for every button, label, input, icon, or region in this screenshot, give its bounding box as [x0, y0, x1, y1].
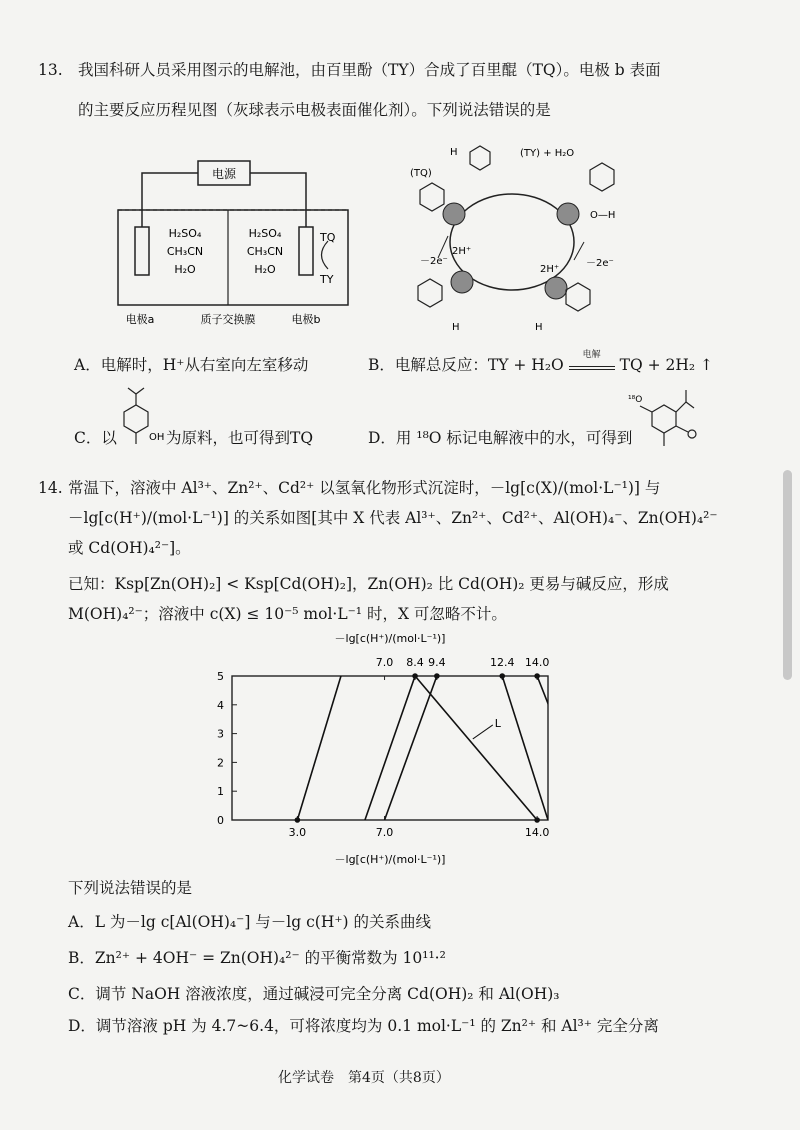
electrolysis-arrow-label: 电解: [582, 350, 601, 360]
electrode-b: [299, 227, 313, 275]
y-tick-label: 2: [217, 756, 224, 770]
q13-option-b: [368, 350, 714, 375]
cycle-h-top: H: [450, 147, 458, 158]
labeled-tq-structure: [628, 384, 708, 456]
q14-known-line2: M(OH)₄²⁻；溶液中 c(X) ≤ 10⁻⁵ mol·L⁻¹ 时，X 可忽略不计。: [68, 605, 507, 623]
q13-text-line1: 我国科研人员采用图示的电解池，由百里酚（TY）合成了百里醌（TQ）。电极 b 表面: [78, 61, 661, 79]
q13-option-c-prefix: C．以: [74, 429, 117, 447]
top-tick-label: 12.4: [489, 656, 515, 669]
membrane-label: 质子交换膜: [200, 313, 256, 326]
curve-l-pointer: [473, 725, 493, 739]
tq-label: TQ: [320, 231, 336, 244]
series-line-line-2: [365, 676, 415, 820]
electrolytic-cell-diagram: [110, 155, 360, 330]
top-tick-label: 8.4: [406, 656, 424, 669]
q14-option-d: D．调节溶液 pH 为 4.7~6.4，可将浓度均为 0.1 mol·L⁻¹ 的 Zn²⁺ 和 Al³⁺ 完全分离: [68, 1017, 659, 1035]
data-point: [534, 673, 540, 679]
data-point: [534, 817, 540, 823]
bottom-tick-label: 7.0: [375, 826, 394, 839]
bottom-tick-label: 14.0: [524, 826, 550, 839]
chart-top-axis-label: －lg[c(H⁺)/(mol·L⁻¹)]: [334, 632, 446, 645]
page-footer: 化学试卷 第4页（共8页）: [278, 1070, 450, 1086]
thymol-structure: [110, 384, 165, 454]
q13-option-d: D．用 ¹⁸O 标记电解液中的水，可得到: [368, 429, 633, 447]
top-tick-label: 7.0: [375, 656, 394, 669]
bottom-tick-label: 3.0: [288, 826, 307, 839]
q13-text-line2: 的主要反应历程见图（灰球表示电极表面催化剂）。下列说法错误的是: [78, 101, 551, 119]
electrode-b-label: 电极b: [291, 313, 321, 326]
data-point: [434, 673, 440, 679]
data-point: [412, 673, 418, 679]
series-line-line-6: [537, 676, 563, 742]
electrode-a: [135, 227, 149, 275]
y-tick-label: 5: [217, 670, 224, 683]
q13-option-b-prefix: B．电解总反应：TY + H₂O: [368, 356, 564, 374]
cycle-2h-right: 2H⁺: [540, 264, 560, 275]
series-line-line-5: [502, 676, 548, 820]
q14-option-a: A．L 为－lg c[Al(OH)₄⁻] 与－lg c(H⁺) 的关系曲线: [68, 913, 431, 931]
thymol-oh-label: OH: [149, 432, 165, 443]
y-tick-label: 4: [217, 698, 224, 712]
q14-number: 14.: [38, 479, 63, 497]
q14-text-line3: 或 Cd(OH)₄²⁻]。: [68, 539, 191, 557]
q14-question: 下列说法错误的是: [68, 879, 193, 897]
y-tick-label: 1: [217, 785, 224, 799]
scrollbar[interactable]: [783, 470, 792, 680]
cycle-e-left: －2e⁻: [420, 256, 448, 267]
reaction-cycle-diagram: [390, 130, 640, 340]
left-solution-2: CH₃CN: [166, 245, 204, 258]
ty-label: TY: [320, 273, 334, 286]
cycle-ty-h2o: (TY) + H₂O: [520, 148, 575, 159]
power-label: 电源: [211, 167, 237, 181]
chart-bottom-axis-label: －lg[c(H⁺)/(mol·L⁻¹)]: [334, 853, 446, 866]
right-solution-2: CH₃CN: [246, 245, 284, 258]
cycle-oh-right: O—H: [590, 210, 616, 221]
series-line-L: [415, 676, 537, 820]
y-tick-label: 3: [217, 727, 224, 741]
data-point: [499, 673, 505, 679]
q14-text-line1: 常温下，溶液中 Al³⁺、Zn²⁺、Cd²⁺ 以氢氧化物形式沉淀时，－lg[c(X)/(mol·L⁻¹)] 与: [68, 479, 661, 497]
top-tick-label: 14.0: [524, 656, 550, 669]
cycle-h-bottom-left: H: [452, 322, 460, 333]
q13-option-a: A．电解时，H⁺从右室向左室移动: [74, 356, 309, 374]
solubility-chart: [210, 628, 570, 868]
q13-option-b-suffix: TQ + 2H₂ ↑: [619, 356, 714, 374]
q14-option-b: B．Zn²⁺ + 4OH⁻ = Zn(OH)₄²⁻ 的平衡常数为 10¹¹·²: [68, 949, 446, 967]
left-solution-3: H₂O: [174, 263, 196, 276]
q14-known-line1: 已知：Ksp[Zn(OH)₂] < Ksp[Cd(OH)₂]，Zn(OH)₂ 比 Cd(OH)₂ 更易与碱反应，形成: [68, 575, 669, 593]
series-line-line-1: [297, 676, 341, 820]
left-solution-1: H₂SO₄: [168, 227, 202, 240]
q14-option-c: C．调节 NaOH 溶液浓度，通过碱浸可完全分离 Cd(OH)₂ 和 Al(OH)₃: [68, 985, 560, 1003]
q13-option-c-suffix: 为原料，也可得到TQ: [166, 429, 314, 447]
labeled-o18: ¹⁸O: [628, 395, 643, 405]
electrolysis-arrow: [569, 350, 615, 370]
data-point: [295, 817, 301, 823]
q13-number: 13.: [38, 61, 63, 79]
electrode-a-label: 电极a: [125, 313, 155, 326]
y-tick-label: 0: [217, 814, 224, 827]
curve-l-label: L: [494, 716, 501, 730]
q14-text-line2: －lg[c(H⁺)/(mol·L⁻¹)] 的关系如图[其中 X 代表 Al³⁺、Zn²⁺、Cd²⁺、Al(OH)₄⁻、Zn(OH)₄²⁻: [68, 509, 718, 527]
series-line-line-3: [385, 676, 437, 820]
cycle-h-bottom-right: H: [535, 322, 543, 333]
cycle-2h-left: 2H⁺: [452, 246, 472, 257]
cycle-tq: (TQ): [410, 168, 432, 179]
cycle-e-right: －2e⁻: [586, 258, 614, 269]
top-tick-label: 9.4: [428, 656, 446, 669]
right-solution-1: H₂SO₄: [248, 227, 282, 240]
right-solution-3: H₂O: [254, 263, 276, 276]
